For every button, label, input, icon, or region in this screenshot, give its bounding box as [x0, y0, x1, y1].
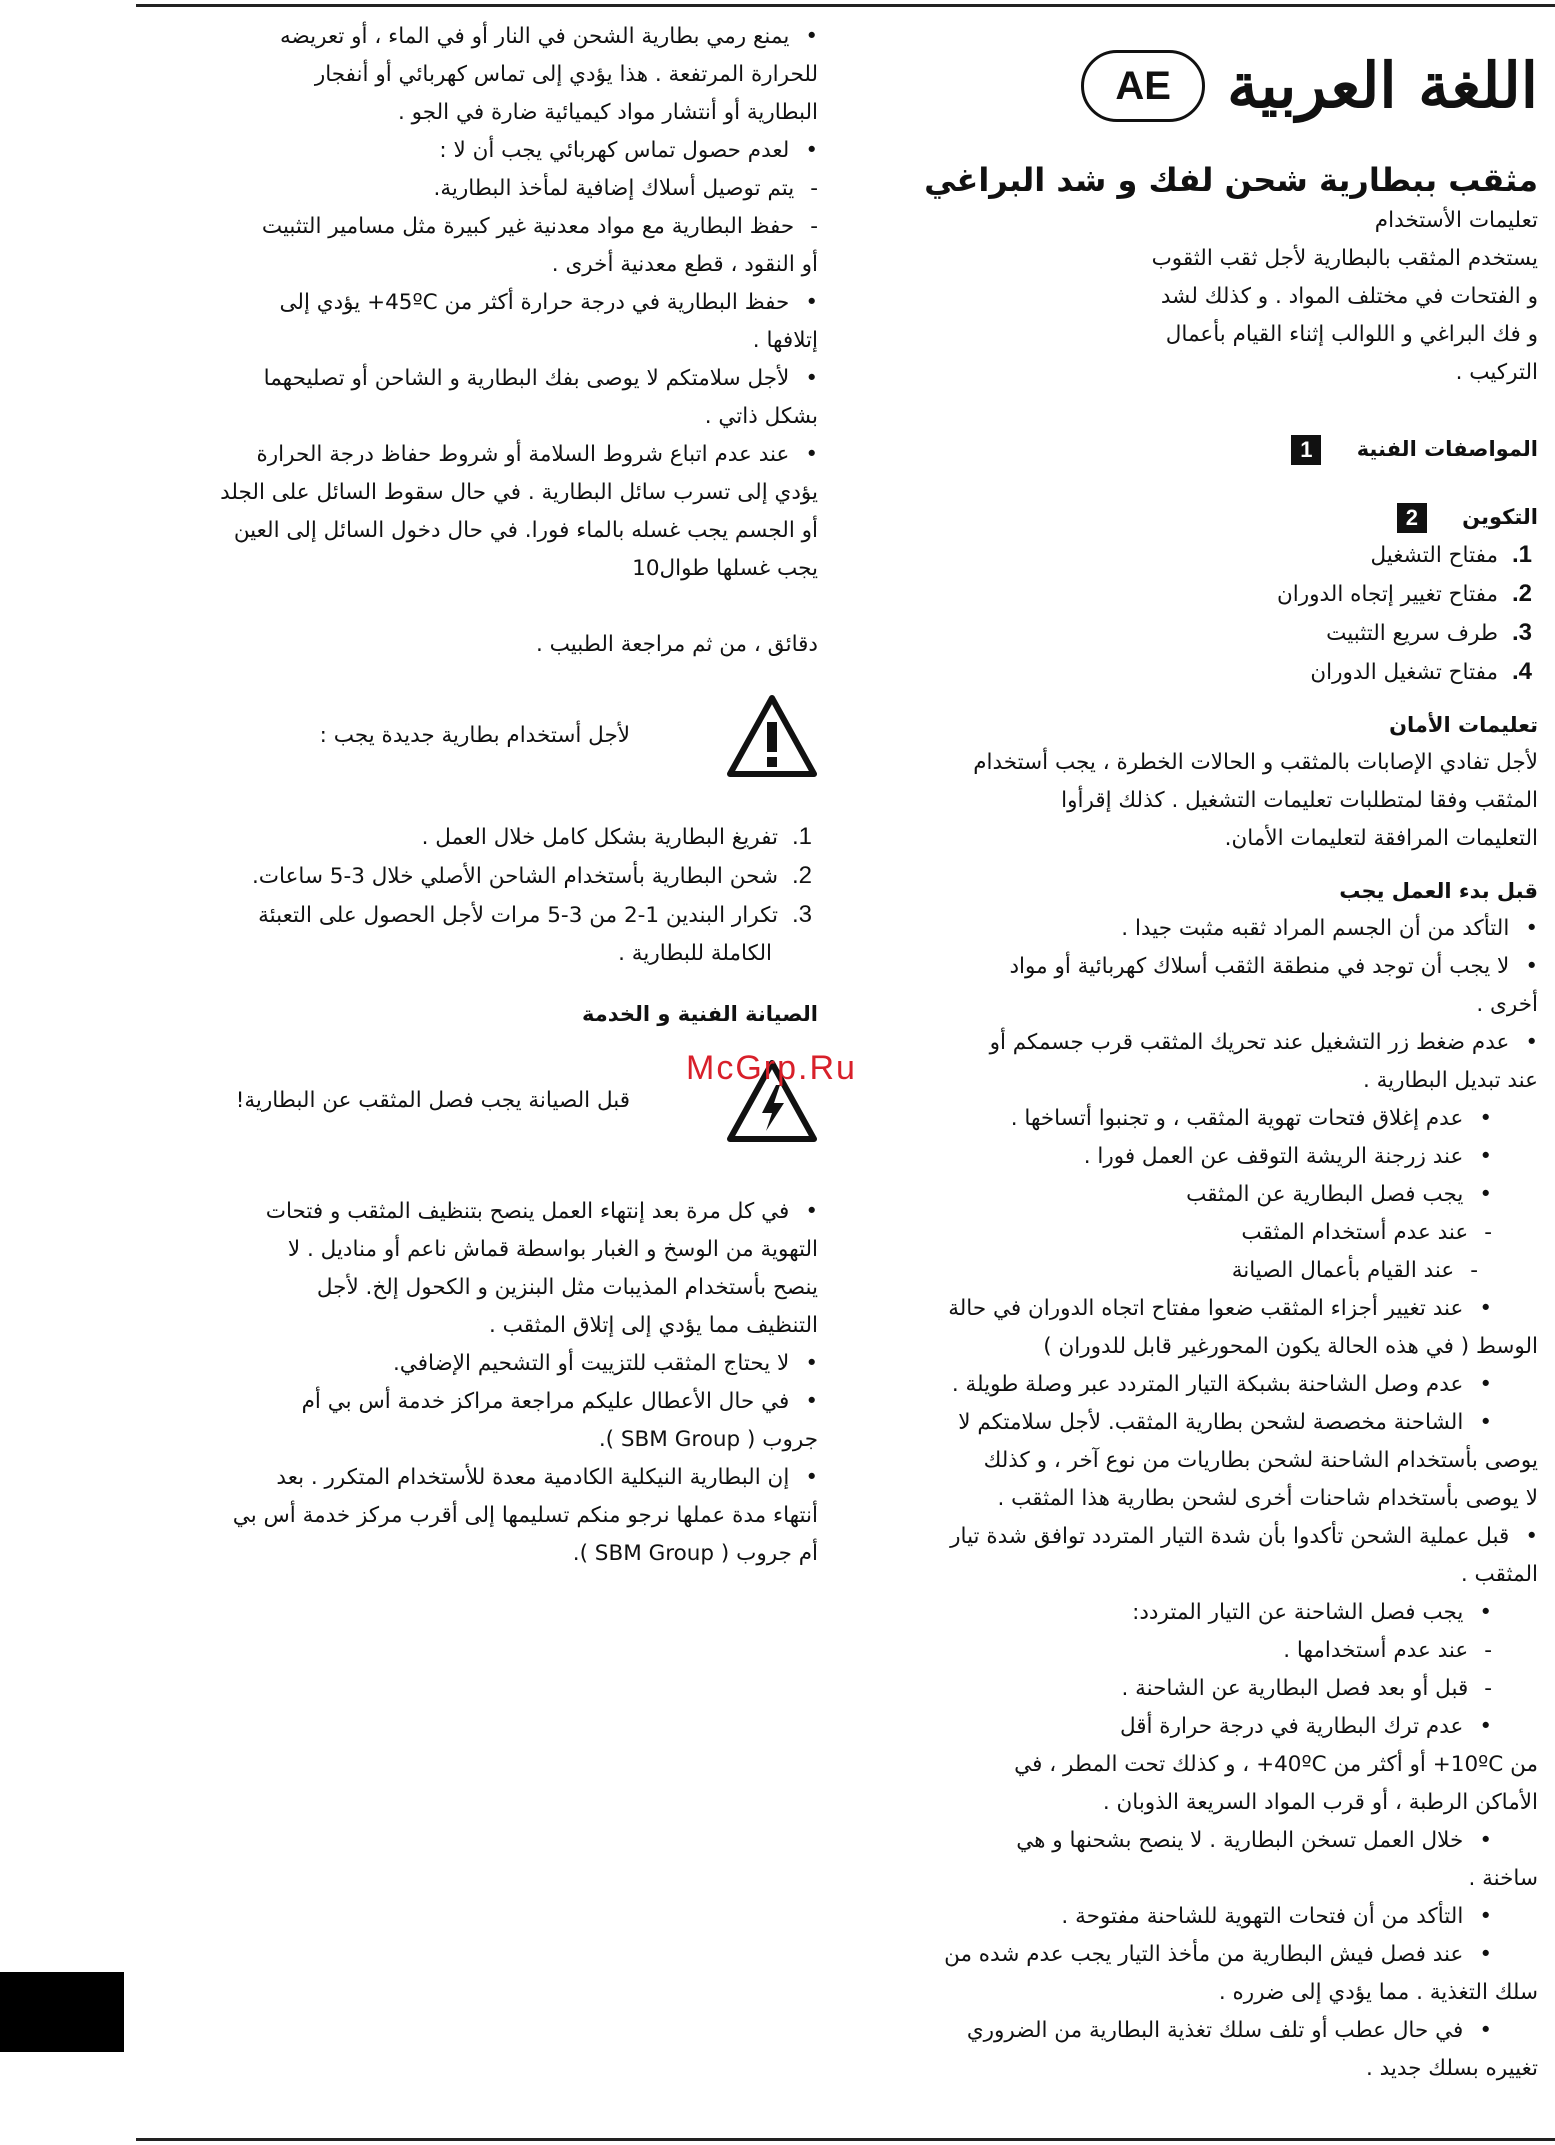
- list-item: • التأكد من أن الجسم المراد ثقبه مثبت جيدا .: [860, 910, 1538, 948]
- list-item: ينصح بأستخدام المذيبات مثل البنزين و الكحول إلخ. لأجل: [316, 1275, 818, 1300]
- step-item: [140, 857, 818, 896]
- item-text: طرف سريع التثبيت: [1326, 621, 1498, 646]
- usage-line: التركيب .: [1455, 360, 1538, 385]
- config-heading-text: التكوين: [1462, 505, 1538, 529]
- config-item: [860, 653, 1538, 692]
- watermark: McGrp.Ru: [686, 1049, 857, 1087]
- new-battery-text: لأجل أستخدام بطارية جديدة يجب :: [319, 723, 630, 748]
- list-item: أنتهاء مدة عملها نرجو منكم تسليمها إلى أقرب مركز خدمة أس بي: [232, 1503, 818, 1528]
- list-item: • لعدم حصول تماس كهربائي يجب أن لا :: [140, 132, 818, 170]
- item-text: مفتاح تغيير إتجاه الدوران: [1276, 582, 1498, 607]
- list-item: - عند القيام بأعمال الصيانة: [860, 1252, 1538, 1290]
- usage-line: يستخدم المثقب بالبطارية لأجل ثقب الثقوب: [1151, 246, 1538, 271]
- specs-heading-text: المواصفات الفنية: [1356, 437, 1538, 461]
- list-item: المثقب .: [1460, 1562, 1538, 1587]
- list-item: • عند عدم اتباع شروط السلامة أو شروط حفاظ درجة الحرارة: [140, 436, 818, 474]
- list-item: جروب ( SBM Group ).: [598, 1427, 818, 1452]
- list-item: • يجب فصل الشاحنة عن التيار المتردد:: [860, 1594, 1538, 1632]
- list-item: • عدم ترك البطارية في درجة حرارة أقل: [860, 1708, 1538, 1746]
- item-number: 1.: [1511, 541, 1532, 568]
- list-item: • التأكد من أن فتحات التهوية للشاحنة مفتوحة .: [860, 1898, 1538, 1936]
- list-item: الأماكن الرطبة ، أو قرب المواد السريعة الذوبان .: [1102, 1790, 1538, 1815]
- list-item: التهوية من الوسخ و الغبار بواسطة قماش ناعم أو مناديل . لا: [287, 1237, 818, 1262]
- list-item: البطارية أو أنتشار مواد كيميائية ضارة في الجو .: [397, 100, 818, 125]
- list-item: • في كل مرة بعد إنتهاء العمل ينصح بتنظيف المثقب و فتحات: [140, 1193, 818, 1231]
- before-work-list: [860, 910, 1538, 2088]
- item-number: 1.: [791, 823, 812, 850]
- clipped-line: [860, 692, 1538, 706]
- safety-line: لأجل تفادي الإصابات بالمثقب و الحالات الخطرة ، يجب أستخدام: [973, 750, 1538, 775]
- usage-line: و فك البراغي و اللوالب إثناء القيام بأعمال: [1165, 322, 1538, 347]
- item-number: 4.: [1511, 658, 1532, 685]
- config-list: [860, 536, 1538, 692]
- top-rule: [136, 4, 1555, 7]
- list-item: • لا يجب أن توجد في منطقة الثقب أسلاك كهربائية أو مواد: [860, 948, 1538, 986]
- list-item: • في حال الأعطال عليكم مراجعة مراكز خدمة أس بي أم: [140, 1383, 818, 1421]
- list-item: يجب غسلها طوال10: [632, 556, 818, 581]
- item-text: شحن البطارية بأستخدام الشاحن الأصلي خلال 3-5 ساعات.: [251, 864, 778, 889]
- list-item: تغييره بسلك جديد .: [1365, 2056, 1538, 2081]
- list-item: • حفظ البطارية في درجة حرارة أكثر من 45ºC+ يؤدي إلى: [140, 284, 818, 322]
- before-work-heading: قبل بدء العمل يجب: [1339, 879, 1538, 903]
- safety-heading: تعليمات الأمان: [1389, 713, 1538, 737]
- list-item: يوصى بأستخدام الشاحنة لشحن بطاريات من نوع آخر ، و كذلك: [983, 1448, 1538, 1473]
- safety-line: التعليمات المرافقة لتعليمات الأمان.: [1224, 826, 1538, 851]
- list-item: • عند فصل فيش البطارية من مأخذ التيار يجب عدم شده من: [860, 1936, 1538, 1974]
- doctor-line: دقائق ، من ثم مراجعة الطبيب .: [535, 632, 818, 657]
- list-item: • يجب فصل البطارية عن المثقب: [860, 1176, 1538, 1214]
- maintenance-list: [140, 1193, 818, 1573]
- bottom-rule: [136, 2138, 1555, 2141]
- item-text: تكرار البندين 1-2 من 3-5 مرات لأجل الحصول على التعبئة: [258, 903, 778, 928]
- safety-line: المثقب وفقا لمتطلبات تعليمات التشغيل . كذلك إقرأوا: [1061, 788, 1538, 813]
- list-item: الوسط ( في هذه الحالة يكون المحورغير قابل للدوران ): [1043, 1334, 1538, 1359]
- list-item: ساخنة .: [1468, 1866, 1538, 1891]
- maintenance-heading: الصيانة الفنية و الخدمة: [581, 1002, 818, 1026]
- list-item: التنظيف مما يؤدي إلى إتلاق المثقب .: [488, 1313, 818, 1338]
- list-item: - عند عدم أستخدامها .: [860, 1632, 1538, 1670]
- language-badge: AE: [1081, 50, 1205, 122]
- item-text: تفريغ البطارية بشكل كامل خلال العمل .: [421, 825, 778, 850]
- page-tab-marker: [0, 1972, 124, 2052]
- config-item: [860, 536, 1538, 575]
- list-item: • عدم ضغط زر التشغيل عند تحريك المثقب قرب جسمكم أو: [860, 1024, 1538, 1062]
- config-heading: [860, 498, 1538, 536]
- item-number: 2.: [1511, 580, 1532, 607]
- list-item: • لأجل سلامتكم لا يوصى بفك البطارية و الشاحن أو تصليحهما: [140, 360, 818, 398]
- item-number: 3.: [791, 901, 812, 928]
- list-item: لا يوصى بأستخدام شاحنات أخرى لشحن بطارية هذا المثقب .: [997, 1486, 1538, 1511]
- list-item: أخرى .: [1476, 992, 1538, 1017]
- step-item: [140, 818, 818, 857]
- list-item: أو الجسم يجب غسله بالماء فورا. في حال دخول السائل إلى العين: [233, 518, 818, 543]
- item-number: 3.: [1511, 619, 1532, 646]
- item-text: مفتاح تشغيل الدوران: [1310, 660, 1498, 685]
- specs-figure-number: 1: [1291, 435, 1321, 465]
- list-item: • إن البطارية النيكلية الكادمية معدة للأستخدام المتكرر . بعد: [140, 1459, 818, 1497]
- safety-text: [860, 744, 1538, 858]
- language-title: اللغة العربية: [1227, 49, 1538, 122]
- usage-line: و الفتحات في مختلف المواد . و كذلك لشد: [1160, 284, 1538, 309]
- new-battery-notice: [140, 688, 818, 784]
- new-battery-steps: [140, 818, 818, 935]
- usage-heading: تعليمات الأستخدام: [1374, 208, 1538, 233]
- list-item: من 10ºC+ أو أكثر من 40ºC+ ، و كذلك تحت المطر ، في: [1014, 1752, 1538, 1777]
- usage-text: [860, 240, 1538, 392]
- list-item: • عند تغيير أجزاء المثقب ضعوا مفتاح اتجاه الدوران في حالة: [860, 1290, 1538, 1328]
- list-item: • عند زرجنة الريشة التوقف عن العمل فورا .: [860, 1138, 1538, 1176]
- list-item: أم جروب ( SBM Group ).: [572, 1541, 818, 1566]
- list-item: • في حال عطب أو تلف سلك تغذية البطارية من الضروري: [860, 2012, 1538, 2050]
- step3-continuation: الكاملة للبطارية .: [618, 941, 772, 966]
- list-item: • لا يحتاج المثقب للتزييت أو التشحيم الإضافي.: [140, 1345, 818, 1383]
- language-header: [860, 36, 1538, 136]
- list-item: - حفظ البطارية مع مواد معدنية غير كبيرة مثل مسامير التثبيت: [140, 208, 818, 246]
- step-item: [140, 896, 818, 935]
- left-column: [140, 18, 818, 1573]
- list-item: للحرارة المرتفعة . هذا يؤدي إلى تماس كهربائي أو أنفجار: [314, 62, 818, 87]
- list-item: إتلافها .: [752, 328, 818, 353]
- config-item: [860, 575, 1538, 614]
- list-item: سلك التغذية . مما يؤدي إلى ضرره .: [1218, 1980, 1538, 2005]
- list-item: - قبل أو بعد فصل البطارية عن الشاحنة .: [860, 1670, 1538, 1708]
- battery-safety-list: [140, 18, 818, 588]
- config-figure-number: 2: [1397, 503, 1427, 533]
- list-item: عند تبديل البطارية .: [1362, 1068, 1538, 1093]
- list-item: • يمنع رمي بطارية الشحن في النار أو في الماء ، أو تعريضه: [140, 18, 818, 56]
- right-column: [860, 18, 1538, 2088]
- product-title: مثقب ببطارية شحن لفك و شد البراغي: [924, 161, 1538, 199]
- item-number: 2.: [791, 862, 812, 889]
- maintenance-warning-text: قبل الصيانة يجب فصل المثقب عن البطارية!: [235, 1088, 630, 1113]
- list-item: أو النقود ، قطع معدنية أخرى .: [551, 252, 818, 277]
- specs-heading: [860, 430, 1538, 468]
- list-item: - يتم توصيل أسلاك إضافية لمأخذ البطارية.: [140, 170, 818, 208]
- list-item: يؤدي إلى تسرب سائل البطارية . في حال سقوط السائل على الجلد: [220, 480, 818, 505]
- list-item: • خلال العمل تسخن البطارية . لا ينصح بشحنها و هي: [860, 1822, 1538, 1860]
- item-text: مفتاح التشغيل: [1370, 543, 1498, 568]
- list-item: • قبل عملية الشحن تأكدوا بأن شدة التيار المتردد توافق شدة تيار: [860, 1518, 1538, 1556]
- list-item: • عدم وصل الشاحنة بشبكة التيار المتردد عبر وصلة طويلة .: [860, 1366, 1538, 1404]
- list-item: • عدم إغلاق فتحات تهوية المثقب ، و تجنبوا أتساخها .: [860, 1100, 1538, 1138]
- config-item: [860, 614, 1538, 653]
- list-item: بشكل ذاتي .: [704, 404, 818, 429]
- list-item: • الشاحنة مخصصة لشحن بطارية المثقب. لأجل سلامتكم لا: [860, 1404, 1538, 1442]
- warning-triangle-icon: [726, 694, 818, 778]
- list-item: - عند عدم أستخدام المثقب: [860, 1214, 1538, 1252]
